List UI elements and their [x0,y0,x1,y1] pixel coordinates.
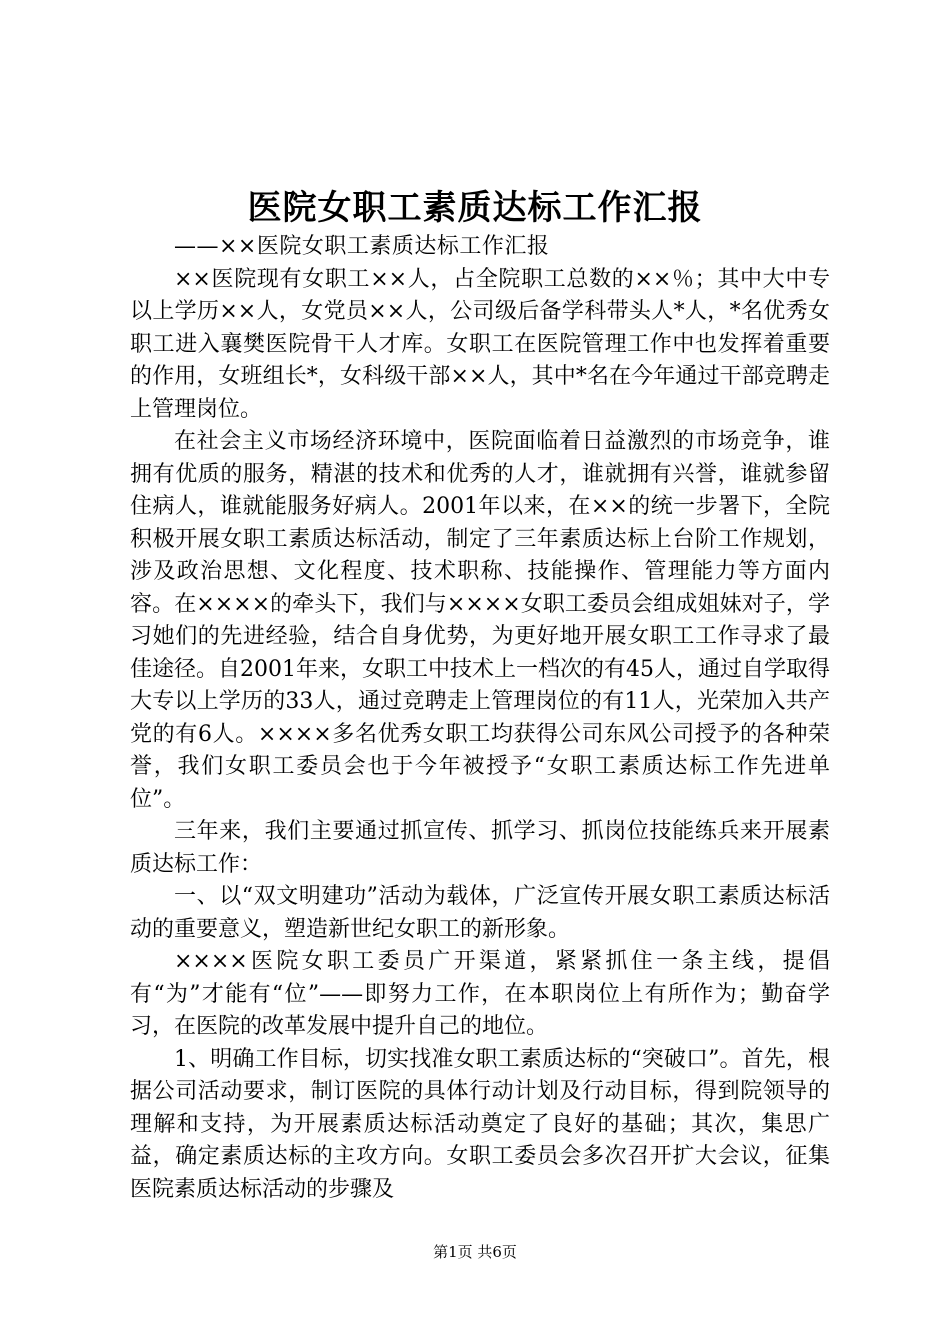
document-body [130,231,830,1206]
paragraph: ××××医院女职工委员广开渠道，紧紧抓住一条主线，提倡有“为”才能有“位”——即努力工作，在本职岗位上有所作为；勤奋学习，在医院的改革发展中提升自己的地位。 [130,949,830,1039]
document-subtitle: ——××医院女职工素质达标工作汇报 [174,234,550,259]
page-number-footer: 第1页 共6页 [433,1243,517,1261]
paragraph: 在社会主义市场经济环境中，医院面临着日益激烈的市场竞争，谁拥有优质的服务，精湛的技术和优秀的人才，谁就拥有兴誉，谁就参留住病人，谁就能服务好病人。2001年以来，在××的统一步署下，全院积极开展女职工素质达标活动，制定了三年素质达标上台阶工作规划，涉及政治思想、文化程度、技术职称、技能操作、管理能力等方面内容。在××××的牵头下，我们与××××女职工委员会组成姐妹对子，学习她们的先进经验，结合自身优势，为更好地开展女职工工作寻求了最佳途径。自2001年来，女职工中技术上一档次的有45人，通过自学取得大专以上学历的33人，通过竞聘走上管理岗位的有11人，光荣加入共产党的有6人。××××多名优秀女职工均获得公司东风公司授予的各种荣誉，我们女职工委员会也于今年被授予“女职工素质达标工作先进单位”。 [130,429,830,812]
paragraph: 一、以“双文明建功”活动为载体，广泛宣传开展女职工素质达标活动的重要意义，塑造新世纪女职工的新形象。 [130,884,830,942]
paragraph: 1、明确工作目标，切实找准女职工素质达标的“突破口”。首先，根据公司活动要求，制订医院的具体行动计划及行动目标，得到院领导的理解和支持，为开展素质达标活动奠定了良好的基础；其次，集思广益，确定素质达标的主攻方向。女职工委员会多次召开扩大会议，征集医院素质达标活动的步骤及 [130,1046,830,1202]
paragraph: 三年来，我们主要通过抓宣传、抓学习、抓岗位技能练兵来开展素质达标工作： [130,819,830,877]
paragraph: ××医院现有女职工××人，占全院职工总数的××％；其中大中专以上学历××人，女党员××人，公司级后备学科带头人*人，*名优秀女职工进入襄樊医院骨干人才库。女职工在医院管理工作中也发挥着重要的作用，女班组长*，女科级干部××人，其中*名在今年通过干部竞聘走上管理岗位。 [130,266,830,422]
document-title: 医院女职工素质达标工作汇报 [247,188,703,228]
